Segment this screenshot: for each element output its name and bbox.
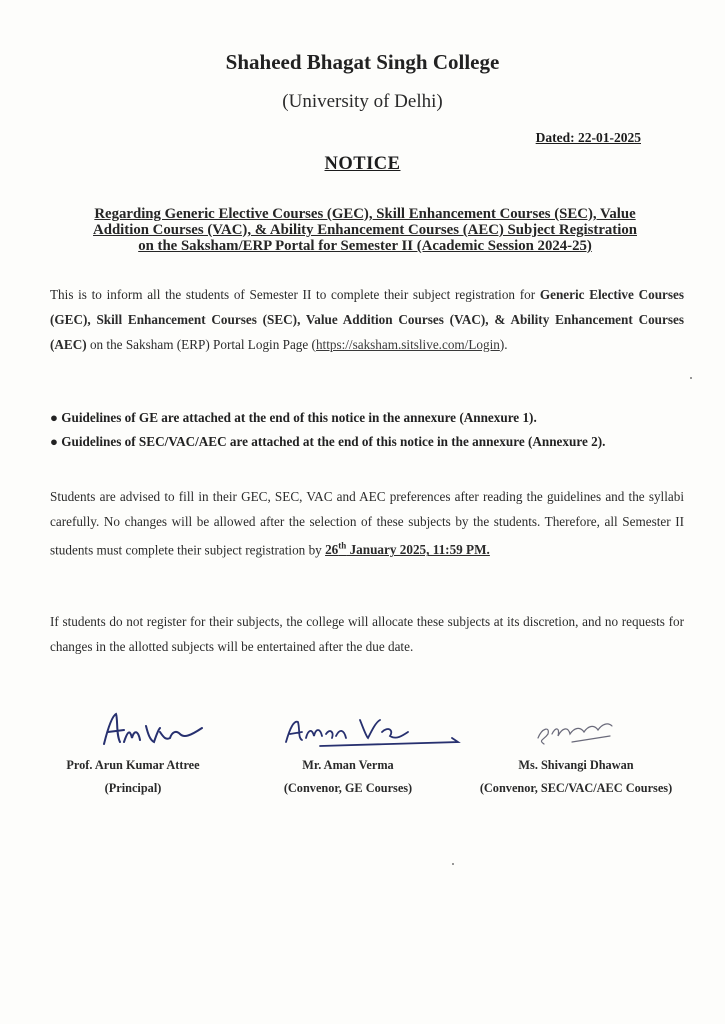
scan-speck xyxy=(690,377,692,379)
guidelines-list xyxy=(50,406,690,454)
deadline-text: Students are advised to fill in their GEC, SEC, VAC and AEC preferences after reading the guidelines and the syllabi carefully. No changes will be allowed after the selection of these subjects by the students. Therefore, all Semester II students must complete their subject registration by xyxy=(50,489,684,558)
signatory-sec-convenor xyxy=(466,754,686,800)
college-name: Shaheed Bhagat Singh College xyxy=(225,50,500,74)
signatory-role: (Convenor, GE Courses) xyxy=(283,781,413,795)
subject-line-2: Addition Courses (VAC), & Ability Enhancement Courses (AEC) Subject Registration xyxy=(93,222,637,238)
paragraph-allocation: If students do not register for their subjects, the college will allocate these subjects at its discretion, and no requests for changes in the allotted subjects will be entertained after the due date. xyxy=(50,614,684,654)
guideline-item-sec: ● Guidelines of SEC/VAC/AEC are attached at the end of this notice in the annexure (Annexure 2). xyxy=(50,434,606,449)
paragraph-intro: This is to inform all the students of Semester II to complete their subject registration for xyxy=(50,287,540,302)
signatory-role: (Convenor, SEC/VAC/AEC Courses) xyxy=(479,781,673,795)
signatory-ge-convenor xyxy=(258,754,438,800)
course-list: Generic Elective Courses (GEC), Skill Enhancement Courses (SEC), Value Addition Courses (VAC), & Ability Enhancement Courses (AEC) xyxy=(50,287,684,352)
guideline-item-ge: ● Guidelines of GE are attached at the end of this notice in the annexure (Annexure 1). xyxy=(50,410,537,425)
deadline-rest: January 2025, 11:59 PM. xyxy=(346,542,490,558)
scan-speck xyxy=(452,863,454,865)
paragraph-deadline xyxy=(50,484,684,562)
signatory-principal xyxy=(50,754,216,800)
paragraph-end: . xyxy=(504,337,508,352)
ge-convenor-signature xyxy=(280,712,470,750)
subject-line-1: Regarding Generic Elective Courses (GEC), Skill Enhancement Courses (SEC), Value xyxy=(94,206,636,222)
university-name: (University of Delhi) xyxy=(282,91,443,112)
paragraph-registration: This is to inform all the students of Semester II to complete their subject registration for Generic Elective Courses (GEC), Skill Enhancement Courses (SEC), Value Addition Courses (VAC), & Ability Enhancement Courses (AEC) on the Saksham (ERP) Portal Login Page (https://saksham.sitslive.com/Login). xyxy=(50,287,684,352)
deadline-date xyxy=(325,542,490,557)
deadline-sup: th xyxy=(338,541,347,551)
notice-date: Dated: 22-01-2025 xyxy=(535,130,641,145)
paragraph-mid: on the Saksham (ERP) Portal Login Page xyxy=(86,337,312,352)
notice-subject xyxy=(50,206,680,254)
saksham-login-link[interactable]: https://saksham.sitslive.com/Login xyxy=(315,337,500,352)
guideline-text-ge: Guidelines of GE are attached at the end of this notice in the annexure (Annexure 1). xyxy=(61,410,537,425)
sec-convenor-signature xyxy=(532,714,622,748)
signatory-name: Ms. Shivangi Dhawan xyxy=(518,758,634,772)
signatory-name: Mr. Aman Verma xyxy=(302,758,394,772)
signatory-name: Prof. Arun Kumar Attree xyxy=(66,758,200,772)
principal-signature xyxy=(98,708,208,752)
subject-line-3: on the Saksham/ERP Portal for Semester II (Academic Session 2024-25) xyxy=(138,238,592,254)
guideline-text-sec: Guidelines of SEC/VAC/AEC are attached at the end of this notice in the annexure (Annexure 2). xyxy=(61,434,606,449)
signatory-role: (Principal) xyxy=(104,781,162,795)
notice-title: NOTICE xyxy=(324,154,401,174)
deadline-day: 26 xyxy=(325,542,339,558)
